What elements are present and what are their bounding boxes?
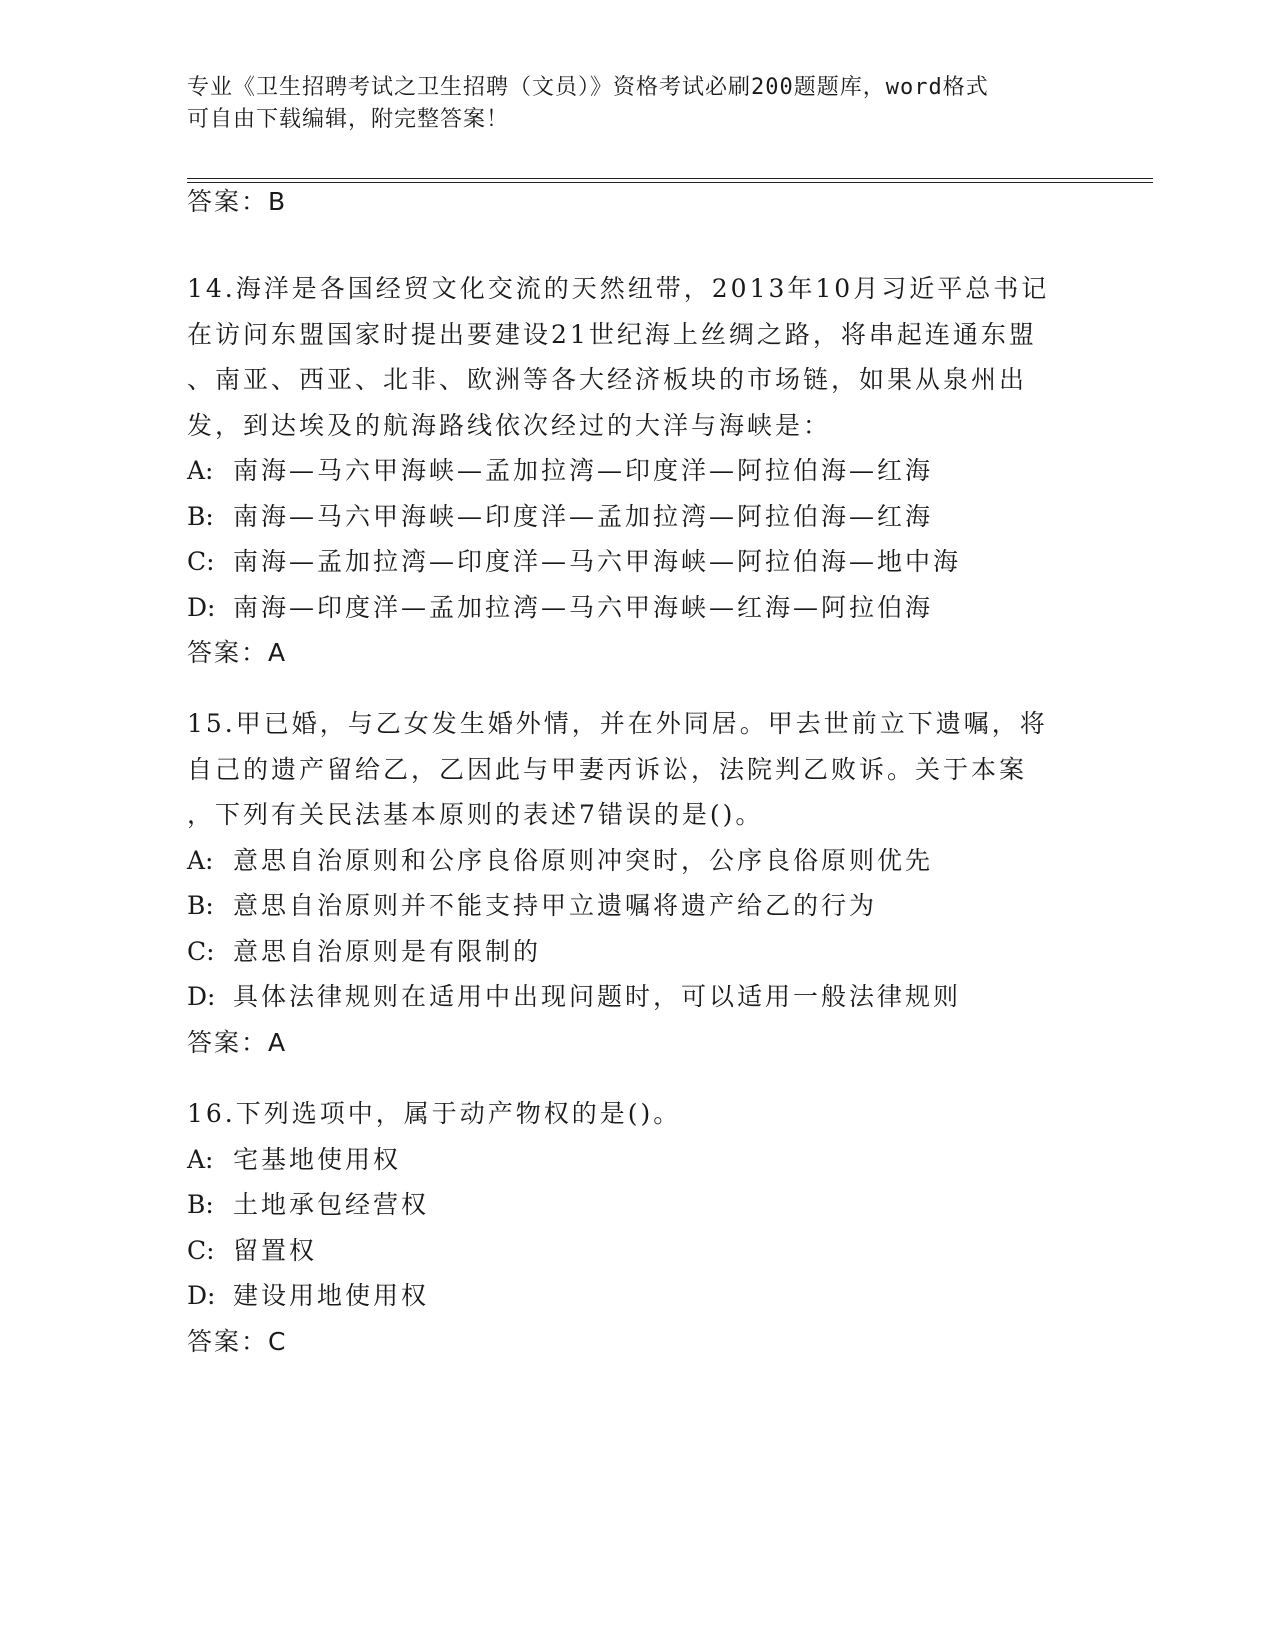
option-a	[187, 1137, 1087, 1183]
question-text-line: 15.甲已婚，与乙女发生婚外情，并在外同居。甲去世前立下遗嘱，将	[187, 709, 1048, 738]
option-c	[187, 539, 1087, 585]
option-letter: D:	[187, 1281, 216, 1310]
question-text-line: 自己的遗产留给乙，乙因此与甲妻丙诉讼，法院判乙败诉。关于本案	[187, 754, 1028, 784]
question-15	[187, 701, 1087, 1065]
option-text: 意思自治原则是有限制的	[233, 936, 542, 966]
option-letter: B:	[187, 1190, 214, 1219]
option-text: 土地承包经营权	[233, 1190, 430, 1219]
option-text: 南海—马六甲海峡—印度洋—孟加拉湾—阿拉伯海—红海	[233, 501, 934, 531]
option-a	[187, 448, 1087, 494]
answer-label: 答案：A	[187, 1027, 288, 1057]
option-text: 留置权	[233, 1235, 318, 1265]
option-text: 宅基地使用权	[233, 1144, 402, 1174]
option-letter: A:	[187, 456, 214, 485]
question-text-line: 发，到达埃及的航海路线依次经过的大洋与海峡是：	[187, 410, 832, 440]
option-letter: D:	[187, 592, 216, 622]
option-c	[187, 929, 1087, 975]
previous-answer: 答案：B	[187, 187, 288, 216]
option-text: 具体法律规则在适用中出现问题时，可以适用一般法律规则	[233, 982, 962, 1011]
document-header	[187, 72, 1087, 136]
option-letter: A:	[187, 1144, 214, 1174]
option-d	[187, 974, 1087, 1020]
option-letter: C:	[187, 936, 215, 966]
question-text-line: 在访问东盟国家时提出要建设21世纪海上丝绸之路，将串起连通东盟	[187, 319, 1037, 349]
option-a	[187, 838, 1087, 884]
question-text-line: 、南亚、西亚、北非、欧洲等各大经济板块的市场链，如果从泉州出	[187, 365, 1028, 394]
option-letter: B:	[187, 891, 214, 920]
question-text-line: 14.海洋是各国经贸文化交流的天然纽带，2013年10月习近平总书记	[187, 274, 1050, 303]
option-d	[187, 585, 1087, 631]
question-text-line: ，下列有关民法基本原则的表述7错误的是()。	[187, 800, 764, 829]
header-line-2: 可自由下载编辑，附完整答案！	[187, 107, 510, 132]
option-letter: A:	[187, 845, 214, 875]
option-letter: D:	[187, 982, 216, 1011]
option-text: 南海—印度洋—孟加拉湾—马六甲海峡—红海—阿拉伯海	[233, 592, 934, 622]
question-text-line: 16.下列选项中，属于动产物权的是()。	[187, 1099, 682, 1128]
option-letter: C:	[187, 1235, 215, 1265]
option-letter: B:	[187, 501, 214, 531]
option-text: 南海—马六甲海峡—孟加拉湾—印度洋—阿拉伯海—红海	[233, 456, 934, 485]
option-b	[187, 494, 1087, 540]
option-b	[187, 1182, 1087, 1228]
option-text: 意思自治原则并不能支持甲立遗嘱将遗产给乙的行为	[233, 891, 878, 920]
answer-label: 答案：C	[187, 1326, 288, 1356]
option-d	[187, 1273, 1087, 1319]
option-text: 南海—孟加拉湾—印度洋—马六甲海峡—阿拉伯海—地中海	[233, 547, 962, 576]
answer-label: 答案：A	[187, 638, 288, 667]
header-divider	[187, 178, 1153, 183]
header-line-1: 专业《卫生招聘考试之卫生招聘（文员）》资格考试必刷200题题库，word格式	[187, 75, 989, 100]
option-letter: C:	[187, 547, 215, 576]
option-text: 意思自治原则和公序良俗原则冲突时，公序良俗原则优先	[233, 845, 934, 875]
question-16	[187, 1091, 1087, 1364]
question-14	[187, 266, 1087, 676]
option-text: 建设用地使用权	[233, 1281, 430, 1310]
option-c	[187, 1228, 1087, 1274]
option-b	[187, 883, 1087, 929]
